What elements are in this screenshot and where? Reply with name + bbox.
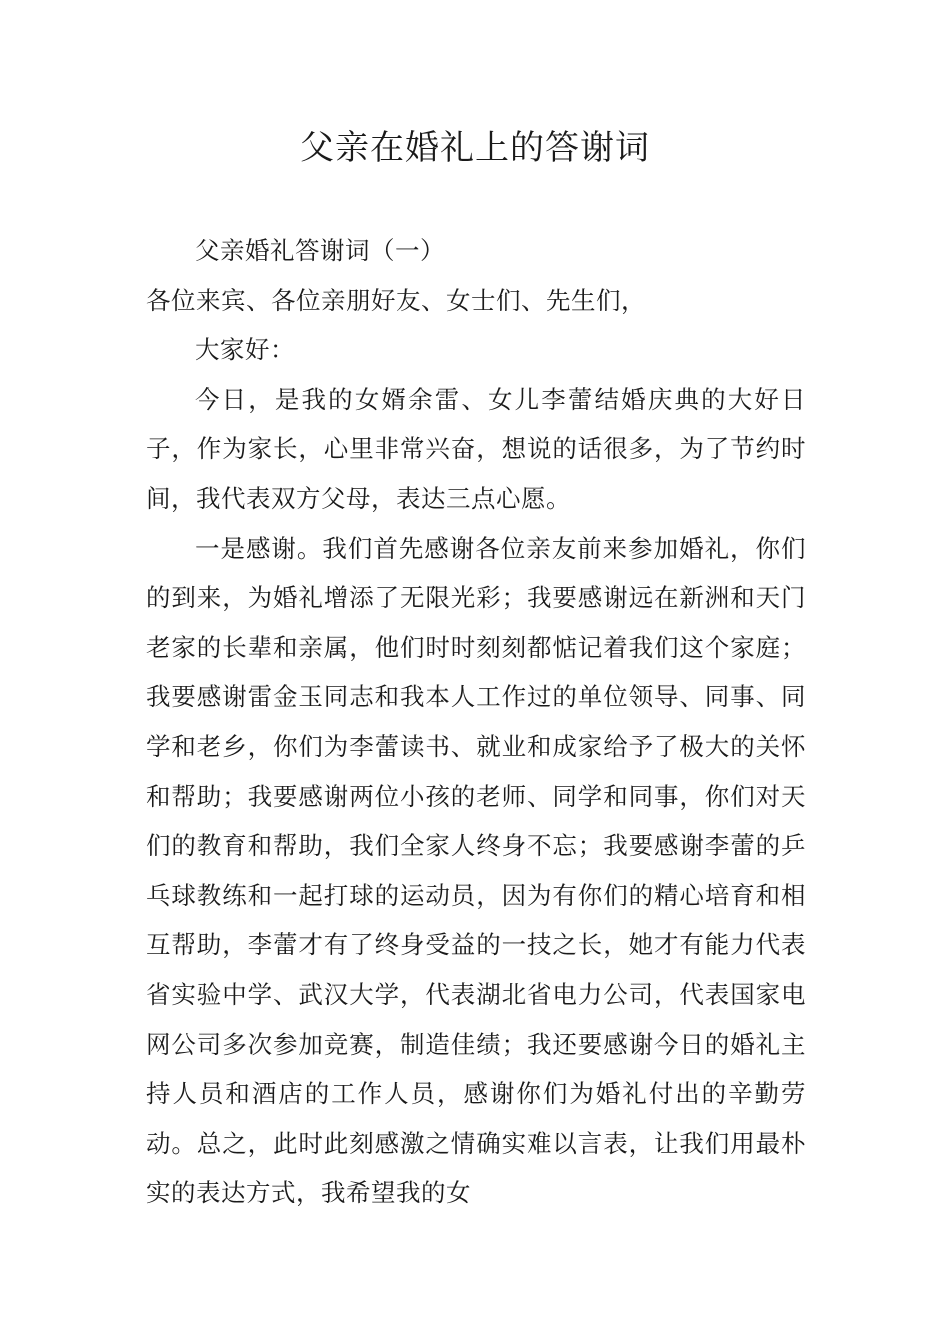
- document-title: 父亲在婚礼上的答谢词: [300, 128, 650, 168]
- paragraph-thanks: 一是感谢。我们首先感谢各位亲友前来参加婚礼，你们的到来，为婚礼增添了无限光彩；我要感谢远在新洲和天门老家的长辈和亲属，他们时时刻刻都惦记着我们这个家庭；我要感谢雷金玉同志和我本人工作过的单位领导、同事、同学和老乡，你们为李蕾读书、就业和成家给予了极大的关怀和帮助；我要感谢两位小孩的老师、同学和同事，你们对天们的教育和帮助，我们全家人终身不忘；我要感谢李蕾的乒乓球教练和一起打球的运动员，因为有你们的精心培育和相互帮助，李蕾才有了终身受益的一技之长，她才有能力代表省实验中学、武汉大学，代表湖北省电力公司，代表国家电网公司多次参加竞赛，制造佳绩；我还要感谢今日的婚礼主持人员和酒店的工作人员，感谢你们为婚礼付出的辛勤劳动。总之，此时此刻感激之情确实难以言表，让我们用最朴实的表达方式，我希望我的女: [146, 533, 806, 1208]
- document-body: [146, 226, 806, 1218]
- section-heading: 父亲婚礼答谢词（一）: [195, 236, 445, 265]
- paragraph-intro: 今日，是我的女婿余雷、女儿李蕾结婚庆典的大好日子，作为家长，心里非常兴奋，想说的话很多，为了节约时间，我代表双方父母，表达三点心愿。: [146, 384, 806, 513]
- salutation: 各位来宾、各位亲朋好友、女士们、先生们，: [146, 285, 646, 315]
- greeting: 大家好：: [195, 335, 295, 365]
